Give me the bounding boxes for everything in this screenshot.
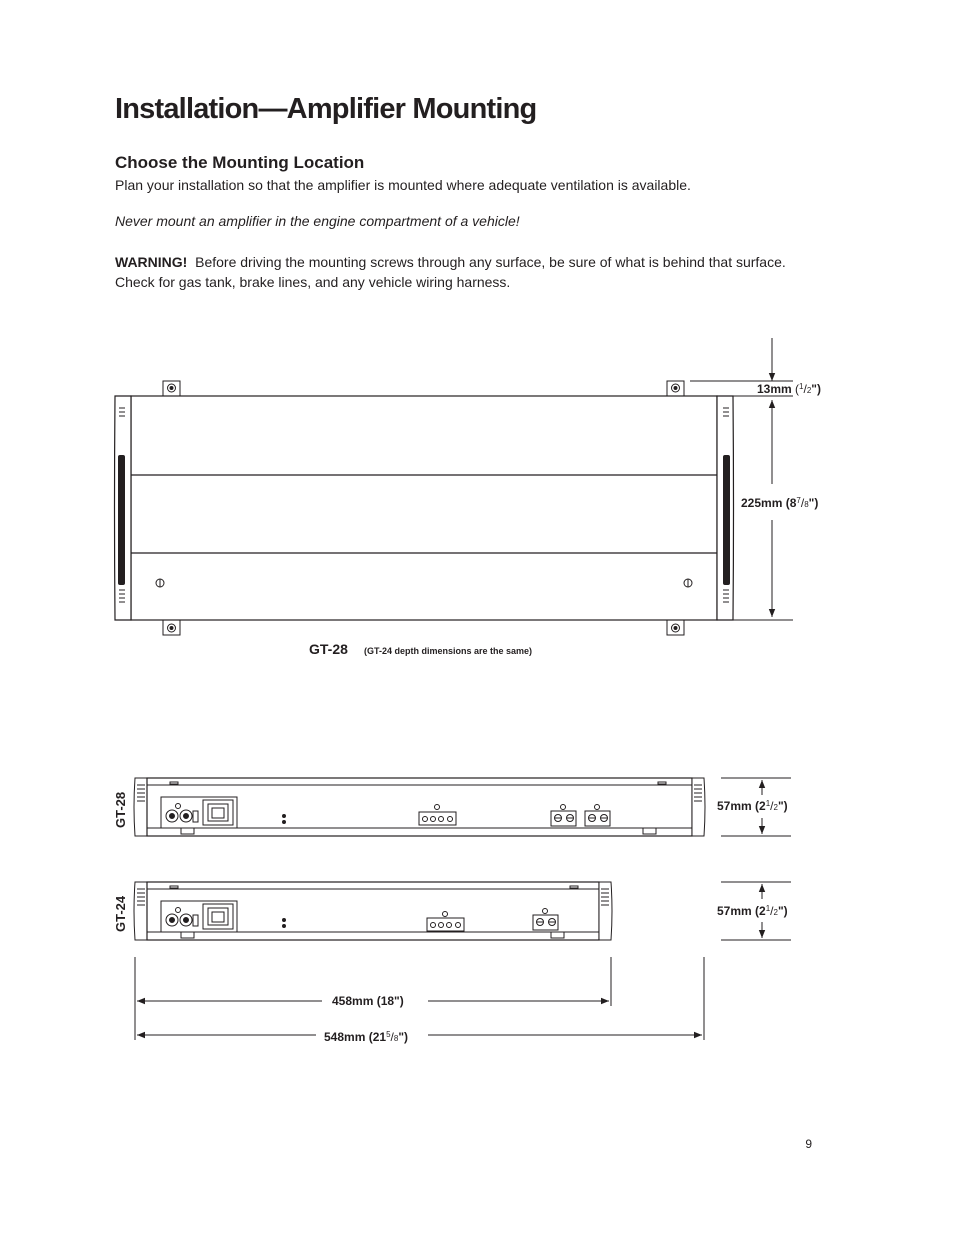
gt28-end-view xyxy=(134,778,705,836)
page-number: 9 xyxy=(805,1137,812,1151)
gt24-end-view-label: GT-24 xyxy=(113,895,128,932)
gt28-end-view-label: GT-28 xyxy=(113,791,128,828)
end-cap-right xyxy=(717,396,734,620)
top-view-model-label: GT-28 xyxy=(309,641,348,657)
mounting-tab-bottom-right xyxy=(667,620,684,635)
amplifier-body xyxy=(131,396,717,620)
warning-text: Before driving the mounting screws through any surface, be sure of what is behind that surface. Check for gas tank, brake lines, and any vehicle wiring harness. xyxy=(115,254,786,290)
mounting-tab-top-left xyxy=(163,381,180,396)
page-title: Installation—Amplifier Mounting xyxy=(115,93,537,125)
remote-port xyxy=(203,800,233,825)
gt24-end-view xyxy=(134,882,612,940)
dimension-depth-label: 225mm $(8^7/8")$ xyxy=(741,496,819,510)
mounting-tab-bottom-left xyxy=(163,620,180,635)
section-heading: Choose the Mounting Location xyxy=(115,153,365,172)
intro-paragraph: Plan your installation so that the amplifier is mounted where adequate ventilation is available. xyxy=(115,177,691,193)
gt24-remote-port xyxy=(203,904,233,929)
warning-label: WARNING! xyxy=(115,254,188,270)
mounting-tab-top-right xyxy=(667,381,684,396)
dimension-depth xyxy=(733,400,793,620)
end-cap-left xyxy=(115,396,132,620)
dimension-gt28-width-label: 548mm $(21^5/8")$ xyxy=(324,1030,409,1044)
dimension-gt24-width-label: 458mm (18") xyxy=(332,994,404,1008)
dimension-width-extension-lines xyxy=(135,957,704,1040)
dimension-flange-label: 13mm ($^1$/2") xyxy=(757,382,821,396)
amplifier-top-view xyxy=(115,381,734,635)
dimension-gt24-height-label: 57mm $(2^1/2")$ xyxy=(717,904,788,918)
dimension-gt28-height-label: 57mm $(2^1/2")$ xyxy=(717,799,788,813)
top-view-note: (GT-24 depth dimensions are the same) xyxy=(364,646,533,656)
caution-note: Never mount an amplifier in the engine compartment of a vehicle! xyxy=(115,213,520,229)
